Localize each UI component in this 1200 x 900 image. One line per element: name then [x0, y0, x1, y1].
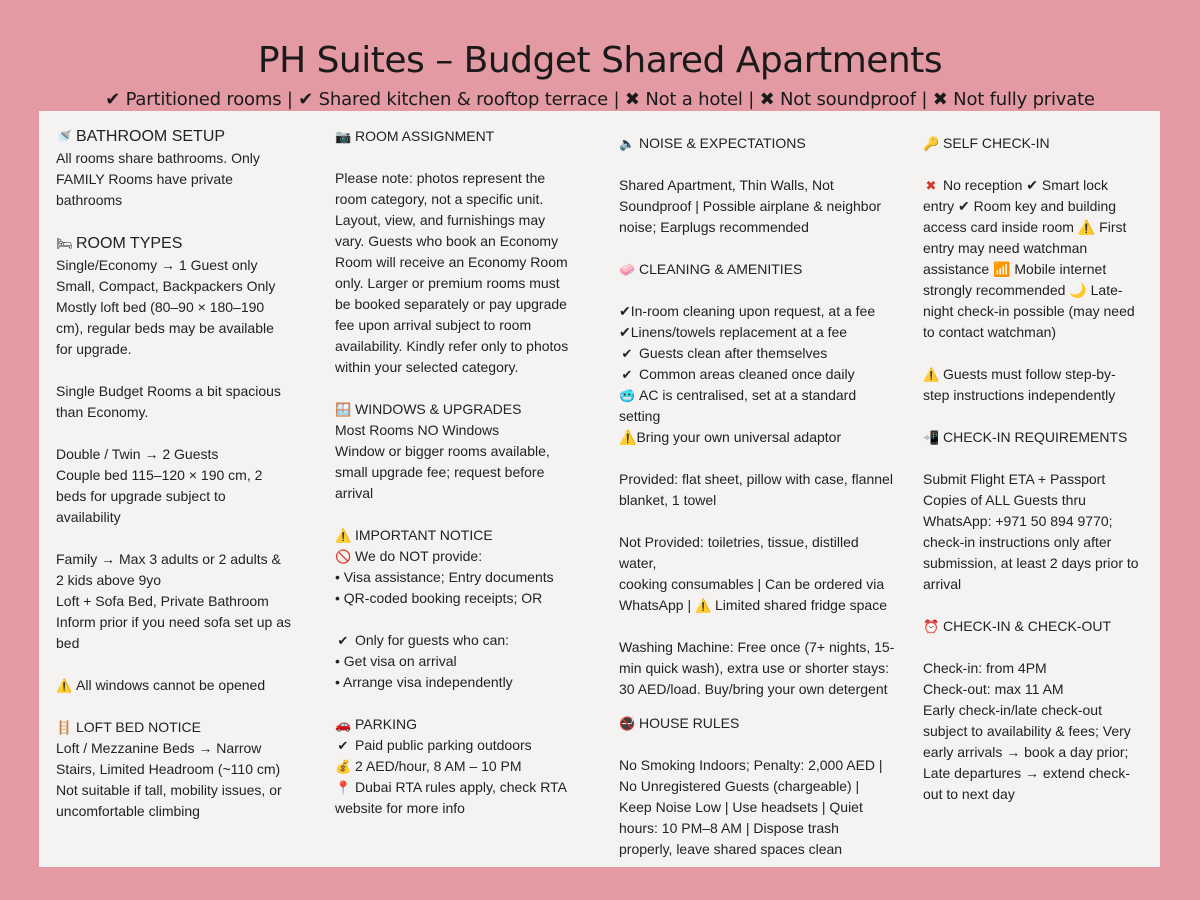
house-line: No Smoking Indoors; Penalty: 2,000 AED | [619, 757, 883, 773]
column-1 [56, 126, 316, 822]
signal-icon: 📶 [993, 261, 1011, 277]
warning-icon: ⚠️ [56, 678, 73, 693]
assign-line: Please note: photos represent the [335, 170, 546, 186]
requirements-line: submission, at least 2 days prior to [923, 555, 1139, 571]
alarm-clock-icon: ⏰ [923, 619, 940, 634]
no-provide-item: • Visa assistance; Entry documents [335, 569, 554, 585]
cleaning-line: setting [619, 408, 661, 424]
steps-line: ⚠️ Guests must follow step-by- [923, 364, 1151, 385]
self-checkin-line: ✖ No reception ✔ Smart lock [923, 175, 1151, 196]
parking-heading: 🚗 PARKING [335, 714, 595, 735]
house-rules-heading: 🚭 HOUSE RULES [619, 713, 899, 734]
warning-icon: ⚠️ [923, 367, 940, 382]
only-for-line: ✔ Only for guests who can: [335, 630, 595, 651]
requirements-line: Copies of ALL Guests thru [923, 492, 1086, 508]
loft-line: Loft / Mezzanine Beds → Narrow [56, 740, 262, 756]
cleaning-line: ⚠️Bring your own universal adaptor [619, 429, 842, 445]
column-2 [335, 126, 595, 819]
assign-line: vary. Guests who book an Economy [335, 233, 559, 249]
windows-upgrades-heading: 🪟 WINDOWS & UPGRADES [335, 399, 595, 420]
prohibited-icon: 🚫 [335, 549, 352, 564]
family-line: bed [56, 635, 80, 651]
not-provided-line: Not Provided: toiletries, tissue, distilled water, [619, 534, 859, 571]
assign-line: room category, not a specific unit. [335, 191, 544, 207]
self-checkin-line: assistance 📶 Mobile internet [923, 261, 1107, 277]
check-icon: ✔ [337, 633, 349, 648]
windows-line: Window or bigger rooms available, [335, 443, 550, 459]
warning-icon: ⚠️ [335, 528, 352, 543]
cleaning-line: ✔ Guests clean after themselves [619, 343, 899, 364]
family-line: Inform prior if you need sofa set up as [56, 614, 292, 630]
house-line: No Unregistered Guests (chargeable) | [619, 778, 860, 794]
cleaning-line: ✔In-room cleaning upon request, at a fee [619, 303, 876, 319]
important-notice-heading: ⚠️ IMPORTANT NOTICE [335, 525, 595, 546]
key-icon: 🔑 [923, 136, 940, 151]
loft-line: Stairs, Limited Headroom (~110 cm) [56, 761, 281, 777]
house-line: properly, leave shared spaces clean [619, 841, 843, 857]
check-icon: ✔ [337, 738, 349, 753]
not-provided-line: WhatsApp | ⚠️ Limited shared fridge space [619, 595, 899, 616]
phone-arrow-icon: 📲 [923, 430, 940, 445]
cleaning-line: ✔ Common areas cleaned once daily [619, 364, 899, 385]
provided-line: blanket, 1 towel [619, 492, 717, 508]
check-icon: ✔ [1026, 177, 1039, 193]
cleaning-heading: 🧼 CLEANING & AMENITIES [619, 259, 899, 280]
requirements-line: check-in instructions only after [923, 534, 1112, 550]
warning-icon: ⚠️ [619, 429, 637, 445]
washing-line: Washing Machine: Free once (7+ nights, 15- [619, 639, 895, 655]
assign-line: be booked separately or pay upgrade [335, 296, 567, 312]
only-for-item: • Get visa on arrival [335, 653, 457, 669]
provided-line: Provided: flat sheet, pillow with case, flannel [619, 471, 893, 487]
family-line: Family → Max 3 adults or 2 adults & [56, 551, 281, 567]
times-line: Early check-in/late check-out [923, 702, 1102, 718]
self-checkin-line: access card inside room ⚠️ First [923, 219, 1127, 235]
moon-icon: 🌙 [1069, 282, 1087, 298]
double-line: Double / Twin → 2 Guests [56, 446, 219, 462]
loft-line: Not suitable if tall, mobility issues, or [56, 782, 282, 798]
money-bag-icon: 💰 [335, 759, 352, 774]
soap-icon: 🧼 [619, 262, 636, 277]
bathroom-line: FAMILY Rooms have private [56, 171, 233, 187]
check-icon: ✔ [621, 367, 633, 382]
budget-line: than Economy. [56, 404, 149, 420]
times-line: subject to availability & fees; Very [923, 723, 1131, 739]
bathroom-line: bathrooms [56, 192, 123, 208]
pin-icon: 📍 [335, 780, 352, 795]
column-4 [923, 133, 1151, 805]
parking-line: 📍 Dubai RTA rules apply, check RTA [335, 777, 595, 798]
room-types-heading: 🛏 ROOM TYPES [56, 233, 316, 255]
check-icon: ✔ [619, 324, 631, 340]
single-line: for upgrade. [56, 341, 132, 357]
no-provide-item: • QR-coded booking receipts; OR [335, 590, 543, 606]
times-line: out to next day [923, 786, 1015, 802]
windows-line: Most Rooms NO Windows [335, 422, 500, 438]
double-line: beds for upgrade subject to [56, 488, 226, 504]
assign-line: Room will receive an Economy Room [335, 254, 568, 270]
assign-line: only. Larger or premium rooms must [335, 275, 560, 291]
budget-line: Single Budget Rooms a bit spacious [56, 383, 281, 399]
times-line: Check-in: from 4PM [923, 660, 1047, 676]
windows-warning: ⚠️ All windows cannot be opened [56, 675, 316, 696]
assign-line: availability. Kindly refer only to photos [335, 338, 569, 354]
self-checkin-line: entry ✔ Room key and building [923, 198, 1117, 214]
loft-bed-heading: 🪜 LOFT BED NOTICE [56, 717, 316, 738]
times-line: Late departures → extend check- [923, 765, 1131, 781]
room-assignment-heading: 📷 ROOM ASSIGNMENT [335, 126, 595, 147]
washing-line: 30 AED/load. Buy/bring your own detergent [619, 681, 888, 697]
not-provided-line: cooking consumables | Can be ordered via [619, 576, 885, 592]
page-title: PH Suites – Budget Shared Apartments [257, 40, 943, 81]
requirements-line: Submit Flight ETA + Passport [923, 471, 1106, 487]
check-icon: ✔ [621, 346, 633, 361]
car-icon: 🚗 [335, 717, 352, 732]
times-line: early arrivals → book a day prior; [923, 744, 1129, 760]
noise-line: noise; Earplugs recommended [619, 219, 809, 235]
cold-face-icon: 🥶 [619, 388, 636, 403]
noise-line: Shared Apartment, Thin Walls, Not [619, 177, 834, 193]
windows-line: small upgrade fee; request before [335, 464, 545, 480]
warning-icon: ⚠️ [1077, 219, 1096, 235]
windows-line: arrival [335, 485, 374, 501]
bed-icon: 🛏 [56, 236, 73, 251]
assign-line: within your selected category. [335, 359, 519, 375]
cleaning-line: 🥶 AC is centralised, set at a standard [619, 385, 899, 406]
no-smoking-icon: 🚭 [619, 716, 636, 731]
parking-line: website for more info [335, 800, 465, 816]
house-line: hours: 10 PM–8 AM | Dispose trash [619, 820, 839, 836]
cross-icon: ✖ [925, 178, 937, 193]
self-checkin-line: to contact watchman) [923, 324, 1057, 340]
bathroom-line: All rooms share bathrooms. Only [56, 150, 260, 166]
double-line: Couple bed 115–120 × 190 cm, 2 [56, 467, 263, 483]
speaker-icon: 🔈 [619, 136, 636, 151]
assign-line: Layout, view, and furnishings may [335, 212, 546, 228]
self-checkin-line: night check-in possible (may need [923, 303, 1135, 319]
camera-icon: 📷 [335, 129, 352, 144]
checkin-checkout-heading: ⏰ CHECK-IN & CHECK-OUT [923, 616, 1151, 637]
times-line: Check-out: max 11 AM [923, 681, 1064, 697]
single-line: Mostly loft bed (80–90 × 180–190 [56, 299, 265, 315]
info-card [39, 111, 1160, 867]
parking-line: ✔ Paid public parking outdoors [335, 735, 595, 756]
check-icon: ✔ [619, 303, 631, 319]
parking-line: 💰 2 AED/hour, 8 AM – 10 PM [335, 756, 595, 777]
single-line: Single/Economy → 1 Guest only [56, 257, 258, 273]
warning-icon: ⚠️ [695, 598, 712, 613]
no-provide-line: 🚫 We do NOT provide: [335, 546, 595, 567]
noise-heading: 🔈 NOISE & EXPECTATIONS [619, 133, 899, 154]
double-line: availability [56, 509, 121, 525]
bathroom-setup-heading: 🚿 BATHROOM SETUP [56, 126, 316, 148]
self-checkin-heading: 🔑 SELF CHECK-IN [923, 133, 1151, 154]
requirements-line: arrival [923, 576, 962, 592]
house-line: Keep Noise Low | Use headsets | Quiet [619, 799, 863, 815]
single-line: cm), regular beds may be available [56, 320, 274, 336]
window-icon: 🪟 [335, 402, 352, 417]
check-icon: ✔ [958, 198, 970, 214]
single-line: Small, Compact, Backpackers Only [56, 278, 276, 294]
checkin-requirements-heading: 📲 CHECK-IN REQUIREMENTS [923, 427, 1151, 448]
shower-icon: 🚿 [56, 129, 73, 144]
cleaning-line: ✔Linens/towels replacement at a fee [619, 324, 848, 340]
assign-line: fee upon arrival subject to room [335, 317, 532, 333]
requirements-line: WhatsApp: +971 50 894 9770; [923, 513, 1113, 529]
steps-line: step instructions independently [923, 387, 1116, 403]
loft-line: uncomfortable climbing [56, 803, 200, 819]
washing-line: min quick wash), extra use or shorter stays: [619, 660, 889, 676]
self-checkin-line: entry may need watchman [923, 240, 1088, 256]
self-checkin-line: strongly recommended 🌙 Late- [923, 282, 1123, 298]
family-line: 2 kids above 9yo [56, 572, 162, 588]
page-subtitle: ✔ Partitioned rooms | ✔ Shared kitchen & rooftop terrace | ✖ Not a hotel | ✖ Not soundproof | ✖ Not fully private [105, 89, 1095, 110]
noise-line: Soundproof | Possible airplane & neighbor [619, 198, 882, 214]
ladder-icon: 🪜 [56, 720, 73, 735]
only-for-item: • Arrange visa independently [335, 674, 513, 690]
column-3 [619, 133, 899, 860]
family-line: Loft + Sofa Bed, Private Bathroom [56, 593, 269, 609]
